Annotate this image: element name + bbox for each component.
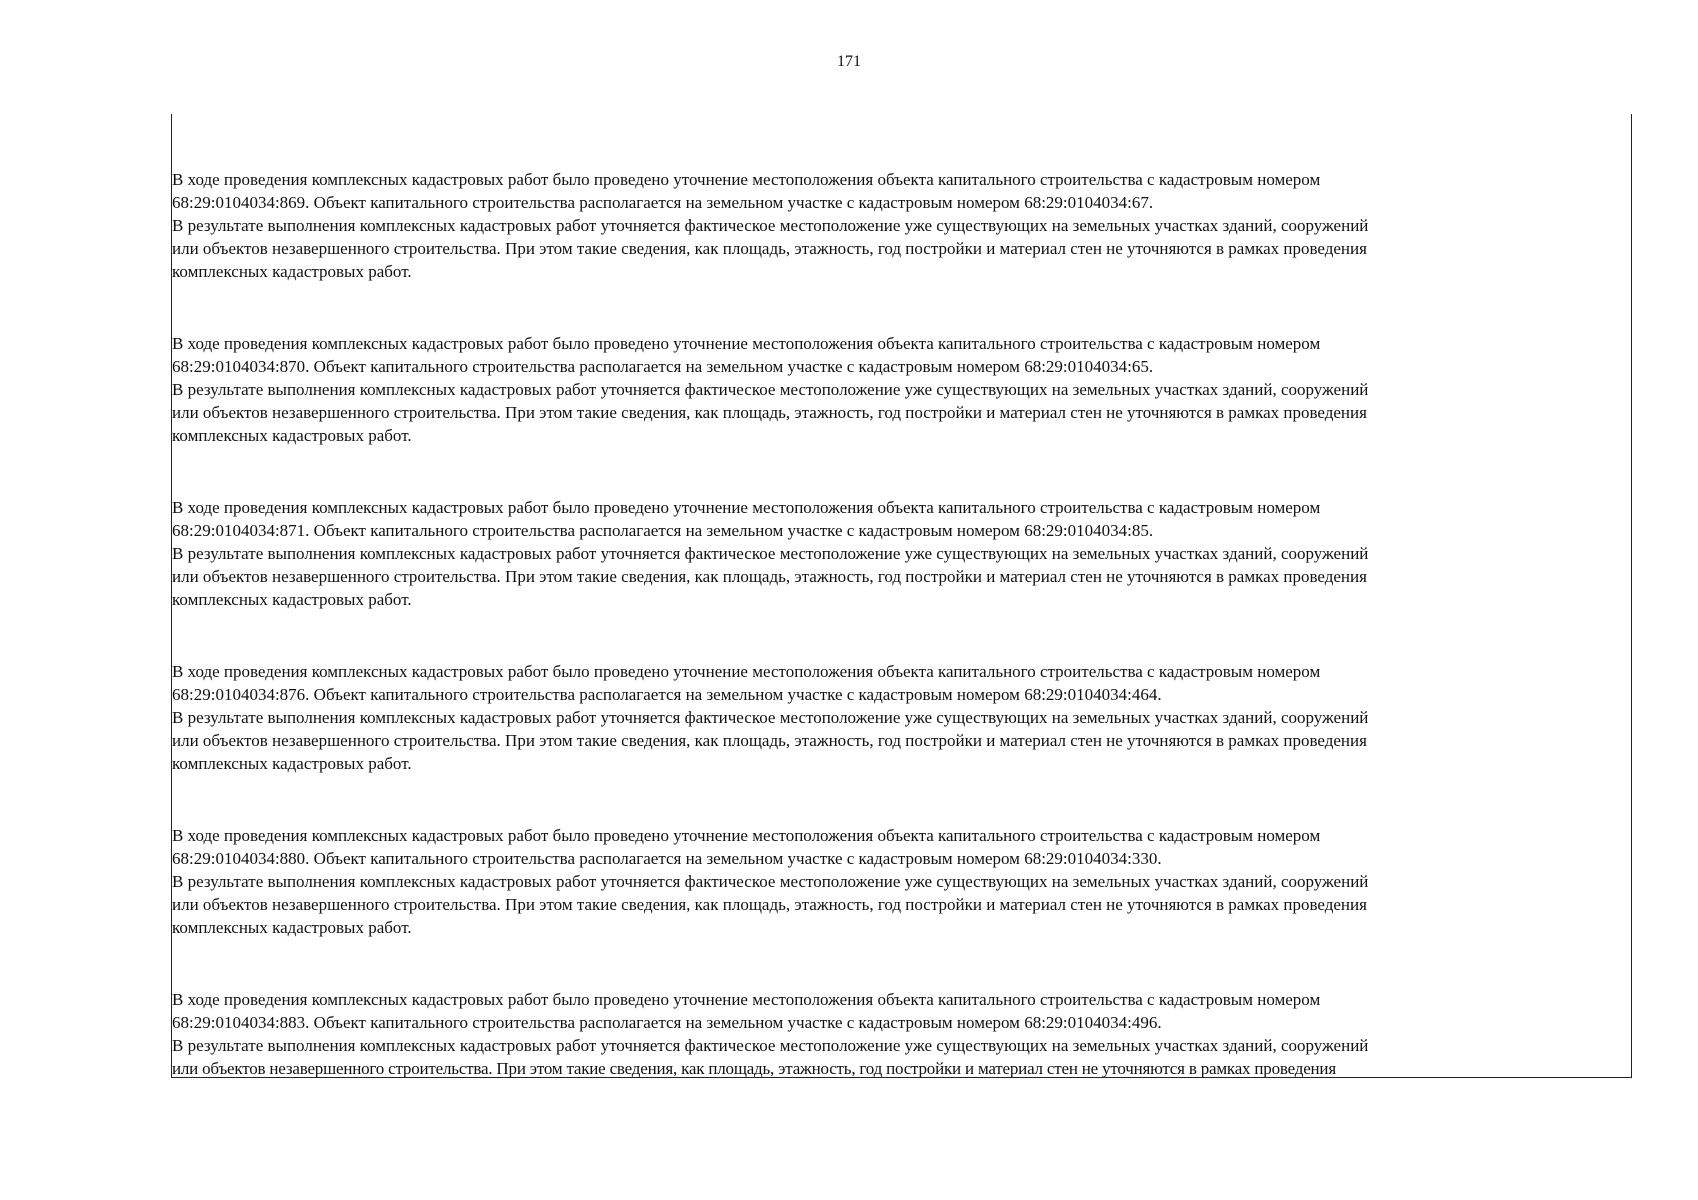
record-line: или объектов незавершенного строительства. При этом такие сведения, как площадь, этажность, год постройки и материал стен не уточняются в рамках проведения	[172, 895, 1367, 914]
record-line: В результате выполнения комплексных кадастровых работ уточняется фактическое местоположение уже существующих на земельных участках зданий, сооружений	[172, 1036, 1369, 1055]
record-line: В ходе проведения комплексных кадастровых работ было проведено уточнение местоположения объекта капитального строительства с кадастровым номером	[172, 662, 1321, 681]
record-line: В результате выполнения комплексных кадастровых работ уточняется фактическое местоположение уже существующих на земельных участках зданий, сооружений	[172, 380, 1369, 399]
record-line: комплексных кадастровых работ.	[172, 426, 412, 445]
page-number: 171	[837, 53, 861, 70]
record-line: В ходе проведения комплексных кадастровых работ было проведено уточнение местоположения объекта капитального строительства с кадастровым номером	[172, 826, 1321, 845]
cadastral-record-883	[172, 988, 1631, 1078]
cadastral-record-880	[172, 824, 1631, 939]
record-line: комплексных кадастровых работ.	[172, 918, 412, 937]
record-line: 68:29:0104034:876. Объект капитального строительства располагается на земельном участке с кадастровым номером 68:29:0104034:464.	[172, 685, 1162, 704]
record-line: комплексных кадастровых работ.	[172, 262, 412, 281]
record-line: или объектов незавершенного строительства. При этом такие сведения, как площадь, этажность, год постройки и материал стен не уточняются в рамках проведения	[172, 1059, 1336, 1078]
record-line: или объектов незавершенного строительства. При этом такие сведения, как площадь, этажность, год постройки и материал стен не уточняются в рамках проведения	[172, 567, 1367, 586]
record-line: или объектов незавершенного строительства. При этом такие сведения, как площадь, этажность, год постройки и материал стен не уточняются в рамках проведения	[172, 403, 1367, 422]
record-line: В результате выполнения комплексных кадастровых работ уточняется фактическое местоположение уже существующих на земельных участках зданий, сооружений	[172, 544, 1369, 563]
record-line: комплексных кадастровых работ.	[172, 590, 412, 609]
record-line: В ходе проведения комплексных кадастровых работ было проведено уточнение местоположения объекта капитального строительства с кадастровым номером	[172, 170, 1321, 189]
record-line: 68:29:0104034:880. Объект капитального строительства располагается на земельном участке с кадастровым номером 68:29:0104034:330.	[172, 849, 1162, 868]
record-line: В ходе проведения комплексных кадастровых работ было проведено уточнение местоположения объекта капитального строительства с кадастровым номером	[172, 334, 1321, 353]
cadastral-record-869	[172, 168, 1631, 283]
record-line: В ходе проведения комплексных кадастровых работ было проведено уточнение местоположения объекта капитального строительства с кадастровым номером	[172, 990, 1321, 1009]
cadastral-record-871	[172, 496, 1631, 611]
record-line: или объектов незавершенного строительства. При этом такие сведения, как площадь, этажность, год постройки и материал стен не уточняются в рамках проведения	[172, 239, 1367, 258]
record-line: В результате выполнения комплексных кадастровых работ уточняется фактическое местоположение уже существующих на земельных участках зданий, сооружений	[172, 872, 1369, 891]
record-line: В результате выполнения комплексных кадастровых работ уточняется фактическое местоположение уже существующих на земельных участках зданий, сооружений	[172, 216, 1369, 235]
record-line: 68:29:0104034:871. Объект капитального строительства располагается на земельном участке с кадастровым номером 68:29:0104034:85.	[172, 521, 1154, 540]
record-line: 68:29:0104034:869. Объект капитального строительства располагается на земельном участке с кадастровым номером 68:29:0104034:67.	[172, 193, 1154, 212]
cadastral-record-876	[172, 660, 1631, 775]
table-cell-frame	[171, 114, 1632, 1078]
record-line: 68:29:0104034:883. Объект капитального строительства располагается на земельном участке с кадастровым номером 68:29:0104034:496.	[172, 1013, 1162, 1032]
record-line: 68:29:0104034:870. Объект капитального строительства располагается на земельном участке с кадастровым номером 68:29:0104034:65.	[172, 357, 1154, 376]
cadastral-record-870	[172, 332, 1631, 447]
record-line: или объектов незавершенного строительства. При этом такие сведения, как площадь, этажность, год постройки и материал стен не уточняются в рамках проведения	[172, 731, 1367, 750]
record-line: В результате выполнения комплексных кадастровых работ уточняется фактическое местоположение уже существующих на земельных участках зданий, сооружений	[172, 708, 1369, 727]
record-line: В ходе проведения комплексных кадастровых работ было проведено уточнение местоположения объекта капитального строительства с кадастровым номером	[172, 498, 1321, 517]
record-line: комплексных кадастровых работ.	[172, 754, 412, 773]
